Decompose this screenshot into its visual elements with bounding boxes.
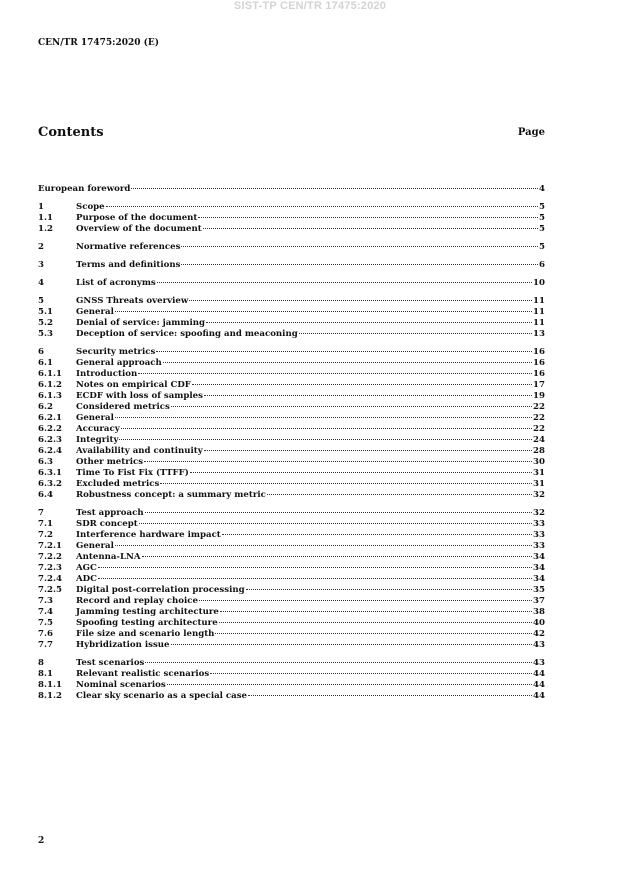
toc-entry-title: Security metrics [76, 347, 156, 357]
toc-entry-page: 11 [533, 296, 545, 306]
toc-entry-number: 7.6 [38, 629, 53, 639]
toc-entry-page: 5 [539, 213, 545, 223]
toc-entry-number: European foreword [38, 184, 131, 194]
toc-entry-page: 35 [533, 585, 545, 595]
toc-entry[interactable] [38, 541, 545, 552]
toc-entry-number: 1 [38, 202, 44, 212]
toc-entry-number: 7.3 [38, 596, 53, 606]
toc-entry-number: 7.2.3 [38, 563, 62, 573]
toc-entry-number: 7.4 [38, 607, 53, 617]
toc-entry-title: ECDF with loss of samples [76, 391, 203, 401]
toc-entry[interactable] [38, 468, 545, 479]
toc-entry-page: 13 [533, 329, 545, 339]
toc-entry-title: Purpose of the document [76, 213, 198, 223]
toc-entry-number: 6.1.2 [38, 380, 62, 390]
toc-entry-number: 5.2 [38, 318, 53, 328]
toc-dot-leader [181, 263, 538, 265]
toc-entry-number: 5.1 [38, 307, 53, 317]
toc-entry-title: Antenna-LNA [76, 552, 141, 562]
toc-entry-page: 33 [533, 530, 545, 540]
toc-entry-page: 10 [533, 278, 545, 288]
toc-dot-leader [246, 588, 532, 590]
toc-entry-number: 6.3.1 [38, 468, 62, 478]
toc-entry-title: SDR concept [76, 519, 138, 529]
toc-entry-page: 32 [533, 508, 545, 518]
toc-entry-page: 43 [533, 658, 545, 668]
toc-entry-title: Relevant realistic scenarios [76, 669, 210, 679]
toc-entry-page: 24 [533, 435, 545, 445]
toc-entry-number: 8.1.1 [38, 680, 62, 690]
toc-entry-number: 6 [38, 347, 44, 357]
toc-entry-page: 42 [533, 629, 545, 639]
toc-entry-number: 6.1.1 [38, 369, 62, 379]
toc-dot-leader [199, 599, 532, 601]
toc-entry-title: Other metrics [76, 457, 144, 467]
toc-entry-number: 6.2.2 [38, 424, 62, 434]
toc-entry[interactable] [38, 519, 545, 530]
toc-entry-number: 3 [38, 260, 44, 270]
toc-entry-number: 7.2.4 [38, 574, 62, 584]
toc-dot-leader [171, 643, 533, 645]
contents-heading: Contents [38, 125, 104, 140]
document-id: CEN/TR 17475:2020 (E) [38, 38, 160, 48]
toc-entry[interactable] [38, 260, 545, 271]
toc-entry[interactable] [38, 508, 545, 519]
toc-entry[interactable] [38, 446, 545, 457]
toc-entry[interactable] [38, 479, 545, 490]
toc-entry-title: Robustness concept: a summary metric [76, 490, 266, 500]
toc-entry-number: 8.1.2 [38, 691, 62, 701]
toc-dot-leader [248, 694, 532, 696]
toc-entry-title: Denial of service: jamming [76, 318, 206, 328]
toc-entry-number: 1.2 [38, 224, 53, 234]
toc-entry-title: Spoofing testing architecture [76, 618, 218, 628]
toc-dot-leader [210, 672, 532, 674]
toc-dot-leader [115, 310, 532, 312]
toc-dot-leader [215, 632, 532, 634]
toc-entry-title: Notes on empirical CDF [76, 380, 191, 390]
toc-dot-leader [145, 511, 532, 513]
toc-entry-title: AGC [76, 563, 97, 573]
toc-dot-leader [106, 205, 538, 207]
toc-entry-number: 8.1 [38, 669, 53, 679]
toc-entry[interactable] [38, 691, 545, 702]
toc-entry-title: Introduction [76, 369, 138, 379]
toc-entry-page: 5 [539, 224, 545, 234]
toc-entry-number: 6.3 [38, 457, 53, 467]
toc-dot-leader [157, 281, 532, 283]
toc-entry-title: Availability and continuity [76, 446, 203, 456]
toc-entry-title: General approach [76, 358, 162, 368]
toc-entry[interactable] [38, 413, 545, 424]
toc-dot-leader [142, 555, 532, 557]
toc-entry[interactable] [38, 607, 545, 618]
toc-dot-leader [138, 372, 532, 374]
toc-entry[interactable] [38, 669, 545, 680]
toc-entry-number: 6.2.4 [38, 446, 62, 456]
toc-entry-number: 1.1 [38, 213, 53, 223]
toc-entry[interactable] [38, 490, 545, 501]
toc-entry[interactable] [38, 402, 545, 413]
toc-entry-page: 32 [533, 490, 545, 500]
toc-entry-title: Time To Fist Fix (TTFF) [76, 468, 189, 478]
toc-dot-leader [190, 471, 532, 473]
toc-entry-title: Accuracy [76, 424, 120, 434]
toc-entry-number: 7.2.5 [38, 585, 62, 595]
toc-entry[interactable] [38, 585, 545, 596]
toc-entry-title: File size and scenario length [76, 629, 215, 639]
toc-entry[interactable] [38, 435, 545, 446]
toc-entry-title: Overview of the document [76, 224, 202, 234]
watermark: SIST-TP CEN/TR 17475:2020 [233, 0, 387, 12]
toc-dot-leader [267, 493, 532, 495]
toc-entry[interactable] [38, 184, 545, 195]
toc-dot-leader [115, 416, 532, 418]
toc-entry-number: 7.5 [38, 618, 53, 628]
toc-entry[interactable] [38, 563, 545, 574]
toc-dot-leader [121, 427, 532, 429]
toc-entry-number: 5.3 [38, 329, 53, 339]
toc-dot-leader [145, 661, 532, 663]
toc-entry-page: 6 [539, 260, 545, 270]
toc-entry-number: 8 [38, 658, 44, 668]
toc-entry-number: 7.7 [38, 640, 53, 650]
toc-entry-title: Scope [76, 202, 105, 212]
toc-entry[interactable] [38, 242, 545, 253]
toc-entry-number: 6.2 [38, 402, 53, 412]
toc-entry[interactable] [38, 574, 545, 585]
toc-entry-title: ADC [76, 574, 97, 584]
toc-entry-page: 28 [533, 446, 545, 456]
toc-entry-number: 6.1.3 [38, 391, 62, 401]
toc-dot-leader [144, 460, 532, 462]
toc-entry-title: Nominal scenarios [76, 680, 166, 690]
toc-entry-title: Considered metrics [76, 402, 170, 412]
toc-entry-number: 7.2.2 [38, 552, 62, 562]
toc-entry-page: 38 [533, 607, 545, 617]
toc-entry-page: 37 [533, 596, 545, 606]
toc-entry[interactable] [38, 296, 545, 307]
toc-entry-page: 5 [539, 202, 545, 212]
toc-entry-page: 16 [533, 347, 545, 357]
toc-dot-leader [167, 683, 532, 685]
toc-entry[interactable] [38, 224, 545, 235]
toc-entry-page: 34 [533, 574, 545, 584]
toc-entry[interactable] [38, 329, 545, 340]
toc-entry-page: 22 [533, 402, 545, 412]
toc-entry-page: 16 [533, 358, 545, 368]
toc-entry-page: 33 [533, 541, 545, 551]
toc-entry-title: Excluded metrics [76, 479, 160, 489]
toc-entry[interactable] [38, 391, 545, 402]
toc-entry-title: List of acronyms [76, 278, 156, 288]
page-number: 2 [38, 836, 45, 846]
toc-entry[interactable] [38, 680, 545, 691]
toc-entry-title: Clear sky scenario as a special case [76, 691, 248, 701]
toc-dot-leader [219, 621, 532, 623]
toc-entry-number: 5 [38, 296, 44, 306]
toc-entry[interactable] [38, 530, 545, 541]
toc-entry-title: Record and replay choice [76, 596, 198, 606]
toc-dot-leader [220, 610, 532, 612]
toc-entry-number: 7.2 [38, 530, 53, 540]
toc-dot-leader [98, 566, 532, 568]
toc-entry[interactable] [38, 307, 545, 318]
toc-dot-leader [139, 522, 532, 524]
toc-entry-number: 6.3.2 [38, 479, 62, 489]
toc-entry-title: General [76, 541, 114, 551]
toc-entry-number: 7.2.1 [38, 541, 62, 551]
toc-entry[interactable] [38, 380, 545, 391]
toc-dot-leader [98, 577, 532, 579]
toc-entry[interactable] [38, 640, 545, 651]
toc-entry-title: Test approach [76, 508, 144, 518]
toc-entry-page: 31 [533, 479, 545, 489]
toc-entry-number: 6.2.1 [38, 413, 62, 423]
toc-entry-number: 2 [38, 242, 44, 252]
toc-entry-page: 44 [533, 691, 545, 701]
toc-entry-page: 16 [533, 369, 545, 379]
toc-dot-leader [206, 321, 532, 323]
toc-dot-leader [131, 187, 538, 189]
toc-entry-title: Normative references [76, 242, 181, 252]
toc-dot-leader [119, 438, 532, 440]
toc-entry-title: Hybridization issue [76, 640, 170, 650]
toc-entry-title: Interference hardware impact [76, 530, 221, 540]
toc-dot-leader [204, 394, 532, 396]
toc-entry-title: General [76, 307, 114, 317]
toc-entry-page: 5 [539, 242, 545, 252]
toc-dot-leader [171, 405, 532, 407]
toc-entry-title: Digital post-correlation processing [76, 585, 245, 595]
toc-dot-leader [198, 216, 538, 218]
toc-entry-number: 6.4 [38, 490, 53, 500]
toc-entry-title: Deception of service: spoofing and meaconing [76, 329, 298, 339]
toc-entry-number: 4 [38, 278, 44, 288]
toc-dot-leader [181, 245, 538, 247]
toc-entry[interactable] [38, 457, 545, 468]
toc-dot-leader [163, 361, 532, 363]
toc-entry-title: Terms and definitions [76, 260, 181, 270]
toc-entry-page: 31 [533, 468, 545, 478]
toc-entry[interactable] [38, 347, 545, 358]
toc-entry-page: 44 [533, 669, 545, 679]
toc-dot-leader [203, 227, 538, 229]
toc-entry-page: 34 [533, 552, 545, 562]
toc-entry-page: 30 [533, 457, 545, 467]
toc-entry-page: 43 [533, 640, 545, 650]
toc-entry-number: 6.2.3 [38, 435, 62, 445]
toc-entry-page: 11 [533, 318, 545, 328]
toc-entry[interactable] [38, 278, 545, 289]
toc-entry-number: 6.1 [38, 358, 53, 368]
toc-dot-leader [115, 544, 532, 546]
toc-dot-leader [192, 383, 532, 385]
toc-entry[interactable] [38, 629, 545, 640]
toc-entry[interactable] [38, 596, 545, 607]
toc-dot-leader [189, 299, 532, 301]
toc-entry-page: 22 [533, 424, 545, 434]
toc-entry-page: 11 [533, 307, 545, 317]
toc-entry-number: 7.1 [38, 519, 53, 529]
toc-entry[interactable] [38, 424, 545, 435]
toc-entry-title: Test scenarios [76, 658, 145, 668]
toc-dot-leader [156, 350, 532, 352]
toc-entry-title: Integrity [76, 435, 119, 445]
toc-entry-title: GNSS Threats overview [76, 296, 189, 306]
toc-entry[interactable] [38, 618, 545, 629]
toc-entry-page: 33 [533, 519, 545, 529]
toc-entry-page: 34 [533, 563, 545, 573]
page-column-label: Page [517, 127, 545, 138]
toc-entry[interactable] [38, 213, 545, 224]
toc-dot-leader [204, 449, 532, 451]
toc-entry-page: 22 [533, 413, 545, 423]
toc-dot-leader [160, 482, 532, 484]
toc-entry-number: 7 [38, 508, 44, 518]
toc-entry-page: 44 [533, 680, 545, 690]
toc-entry-page: 17 [533, 380, 545, 390]
toc-entry[interactable] [38, 202, 545, 213]
toc-entry-title: Jamming testing architecture [76, 607, 219, 617]
toc-entry-title: General [76, 413, 114, 423]
toc-entry[interactable] [38, 358, 545, 369]
toc-dot-leader [299, 332, 532, 334]
toc-entry-page: 40 [533, 618, 545, 628]
toc-entry-page: 4 [539, 184, 545, 194]
toc-entry[interactable] [38, 318, 545, 329]
table-of-contents [38, 184, 545, 702]
toc-entry[interactable] [38, 369, 545, 380]
toc-dot-leader [222, 533, 532, 535]
toc-entry[interactable] [38, 658, 545, 669]
toc-entry[interactable] [38, 552, 545, 563]
toc-entry-page: 19 [533, 391, 545, 401]
